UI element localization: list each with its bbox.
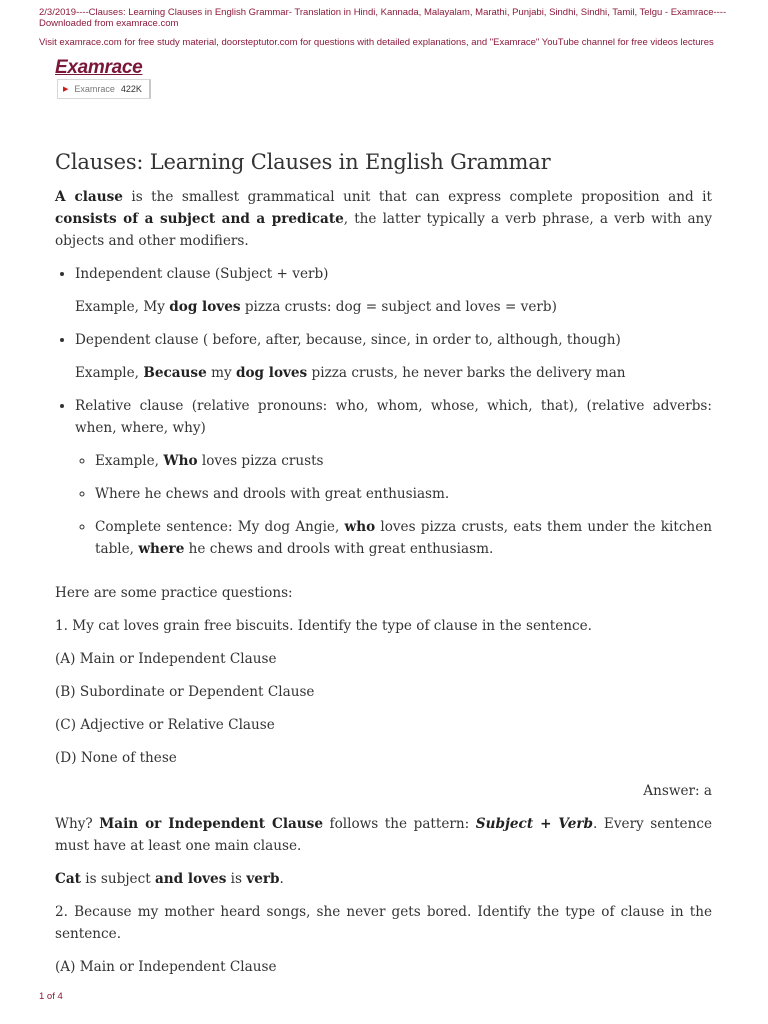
relative-label: • Relative clause (relative pronouns: who, whom, whose, which, that), (relative adverbs: when, where, why) [75,398,712,436]
text: Complete sentence: My dog Angie, [95,519,345,535]
visit-notice: Visit examrace.com for free study material, doorsteptutor.com for questions with detailed explanations, and "Examrace" YouTube channel for free videos lectures [39,37,714,48]
sub-item: ◦ Where he chews and drools with great enthusiasm. [95,483,712,505]
text: is subject [80,871,155,887]
bold-text: dog loves [235,365,308,381]
independent-label: Independent clause (Subject + verb) [75,266,329,282]
q1-option-b: (B) Subordinate or Dependent Clause [55,684,315,700]
cat-explanation [55,868,712,890]
bold-text: Cat [55,871,81,887]
bold-text: where [138,541,185,557]
bold-text: verb [246,871,280,887]
dependent-example [75,362,712,384]
why-explanation [55,813,712,857]
text: Example, [75,365,144,381]
text: my [206,365,236,381]
practice-intro: Here are some practice questions: [55,585,293,601]
subscriber-count: 422K [120,84,142,94]
intro-bold-1: A clause [55,189,123,205]
youtube-subscribe-button[interactable] [57,79,151,99]
bold-text: dog loves [169,299,241,315]
text: pizza crusts, he never barks the delivery man [307,365,626,381]
article-body [55,150,712,978]
intro-paragraph [55,186,712,252]
dependent-label: Dependent clause ( before, after, because, since, in order to, although, though) [75,332,621,348]
list-item-relative [75,395,712,560]
bold-text: who [344,519,376,535]
download-header: 2/3/2019----Clauses: Learning Clauses in English Grammar- Translation in Hindi, Kannada, Malayalam, Marathi, Punjabi, Sindhi, Sindhi, Tamil, Telgu - Examrace----Downloaded from examrace.com [39,7,727,29]
q1-option-d: (D) None of these [55,750,177,766]
text: follows the pattern: [323,816,476,832]
youtube-play-icon: ▶ [63,86,69,93]
text: he chews and drools with great enthusiasm. [184,541,494,557]
page-title: Clauses: Learning Clauses in English Grammar [55,150,551,174]
intro-text-1: is the smallest grammatical unit that can express complete proposition and it [122,189,712,205]
sub-item [95,516,712,560]
question-1: 1. My cat loves grain free biscuits. Identify the type of clause in the sentence. [55,618,592,634]
relative-sublist [75,450,712,560]
q1-option-a: (A) Main or Independent Clause [55,651,277,667]
text: loves pizza crusts [197,453,324,469]
text: Example, [95,453,164,469]
text: . Every sentence must have at least one main clause. [55,816,712,854]
list-item-dependent [75,329,712,384]
text: Why? [55,816,100,832]
examrace-logo[interactable]: Examrace [55,57,143,78]
page-number: 1 of 4 [39,991,63,1002]
bold-text: Main or Independent Clause [99,816,323,832]
clause-types-list [55,263,712,560]
sub-item [95,450,712,472]
q2-option-a: (A) Main or Independent Clause [55,959,277,975]
list-item-independent [75,263,712,318]
text: Example, My [75,299,170,315]
independent-example [75,296,712,318]
intro-bold-2: consists of a subject and a predicate [55,211,344,227]
text: pizza crusts: dog = subject and loves = verb) [240,299,557,315]
text: . [279,871,284,887]
bold-text: Who [163,453,198,469]
bold-text: Because [143,365,207,381]
youtube-channel-name: Examrace [74,84,115,94]
question-2: 2. Because my mother heard songs, she never gets bored. Identify the type of clause in the sentence. [55,904,712,942]
pattern-text: Subject + Verb [475,816,594,832]
intro-text-2: , the latter typically a verb phrase, a verb with any objects and other modifiers. [55,211,712,249]
bold-text: and loves [154,871,227,887]
text: is [226,871,247,887]
q1-answer: Answer: a [643,783,712,799]
q1-option-c: (C) Adjective or Relative Clause [55,717,275,733]
text: loves pizza crusts, eats them under the kitchen table, [95,519,712,557]
